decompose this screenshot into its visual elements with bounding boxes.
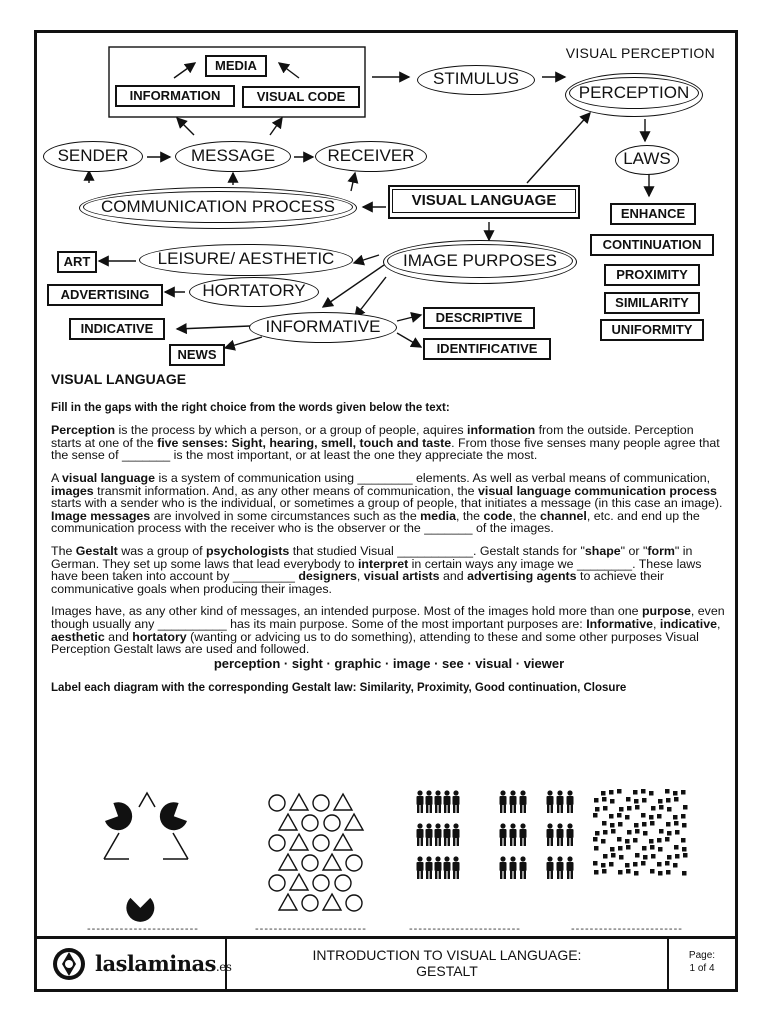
- word-list: perception · sight · graphic · image · see · visual · viewer: [213, 655, 565, 671]
- footer-doc-title: [227, 939, 669, 989]
- node-message: MESSAGE: [175, 141, 291, 172]
- node-art: ART: [57, 251, 97, 273]
- gestalt-diagrams: [37, 783, 735, 943]
- answer-blank-4[interactable]: ------------------------: [571, 923, 683, 935]
- logo-wordmark: laslaminas.es: [95, 951, 232, 976]
- node-laws: LAWS: [615, 145, 679, 175]
- node-visual-code: VISUAL CODE: [242, 86, 360, 108]
- node-continuation: CONTINUATION: [590, 234, 714, 256]
- paragraph-perception: Perception is the process by which a person, or a group of people, aquires information from the outside. Perception starts at one of the five senses: Sight, hearing, smell, touch and taste. From those five senses many people agree that the sense of _______ is the most important, or at least the one they appreciate the most.: [51, 423, 720, 463]
- node-uniformity: UNIFORMITY: [600, 319, 704, 341]
- fill-gaps-instruction: Fill in the gaps with the right choice from the words given below the text:: [51, 401, 450, 414]
- label-instruction: Label each diagram with the corresponding Gestalt law: Similarity, Proximity, Good continuation, Closure: [51, 682, 627, 695]
- page-number: 1 of 4: [689, 963, 715, 974]
- doc-title-line-1: INTRODUCTION TO VISUAL LANGUAGE:: [312, 947, 582, 963]
- node-enhance: ENHANCE: [610, 203, 696, 225]
- doc-title-line-2: GESTALT: [416, 963, 478, 979]
- paragraph-visual-language: A visual language is a system of communication using ________ elements. As well as verbal means of communication, images transmit information. And, as any other means of communication, the visual language communication process starts with a sender who is the individual, or sometimes a group of people, that initiates a message (in this case an image). Image messages are involved in some circumstances such as the media, the code, the channel, etc. and end up the communication process with the receiver who is the observer or the _______ of the images.: [51, 470, 723, 536]
- heading-visual-language: VISUAL LANGUAGE: [51, 371, 187, 387]
- paragraph-image-purposes: Images have, as any other kind of messages, an intended purpose. Most of the images hold more than one purpose, even though usually any __________ has its main purpose. Some of the most important purposes are: Informative, indicative, aesthetic and hortatory (wanting or advicing us to do something), attending to these and some other purposes Visual Perception Gestalt laws are used and followed.: [51, 604, 725, 657]
- node-indicative: INDICATIVE: [69, 318, 165, 340]
- node-similarity: SIMILARITY: [604, 292, 700, 314]
- node-sender: SENDER: [43, 141, 143, 172]
- node-image-purposes: [383, 240, 577, 284]
- node-visual-language-label: VISUAL LANGUAGE: [392, 189, 576, 213]
- footer-logo: [37, 939, 232, 989]
- node-perception: [565, 73, 703, 117]
- node-descriptive: DESCRIPTIVE: [423, 307, 535, 329]
- proximity-diagram: [417, 790, 574, 879]
- worksheet: [34, 30, 738, 992]
- worksheet-text: [51, 373, 727, 705]
- footer-page: [669, 939, 735, 989]
- page-label: Page:: [688, 950, 716, 961]
- node-stimulus: STIMULUS: [417, 65, 535, 95]
- answer-blank-1[interactable]: ------------------------: [87, 923, 199, 935]
- answer-blank-3[interactable]: ------------------------: [409, 923, 521, 935]
- answer-blank-2[interactable]: ------------------------: [255, 923, 367, 935]
- node-informative: INFORMATIVE: [249, 312, 397, 343]
- footer: [37, 936, 735, 989]
- node-hortatory: HORTATORY: [189, 277, 319, 307]
- laslaminas-logo-icon: [49, 944, 89, 984]
- node-perception-label: PERCEPTION: [569, 77, 699, 109]
- node-communication-process: [79, 187, 357, 229]
- node-information: INFORMATION: [115, 85, 235, 107]
- node-communication-process-label: COMMUNICATION PROCESS: [83, 191, 353, 223]
- node-leisure-aesthetic: LEISURE/ AESTHETIC: [139, 244, 353, 276]
- node-identificative: IDENTIFICATIVE: [423, 338, 551, 360]
- node-advertising: ADVERTISING: [47, 284, 163, 306]
- similarity-diagram: [269, 794, 363, 911]
- node-media: MEDIA: [205, 55, 267, 77]
- node-visual-language: [388, 185, 580, 219]
- node-receiver: RECEIVER: [315, 141, 427, 172]
- node-proximity: PROXIMITY: [604, 264, 700, 286]
- node-image-purposes-label: IMAGE PURPOSES: [387, 244, 573, 278]
- node-news: NEWS: [169, 344, 225, 366]
- section-title-visual-perception: VISUAL PERCEPTION: [565, 45, 715, 61]
- paragraph-gestalt: The Gestalt was a group of psychologists that studied Visual ___________. Gestalt stands for "shape" or "form" in German. They set up some laws that lead everybody to interpret in certain ways any image we ________. These laws have been taken into account by _________ designers, visual artists and advertising agents to achieve their communicative goals when producing their images.: [51, 543, 702, 596]
- continuation-diagram: [593, 789, 688, 876]
- closure-diagram: [100, 793, 192, 928]
